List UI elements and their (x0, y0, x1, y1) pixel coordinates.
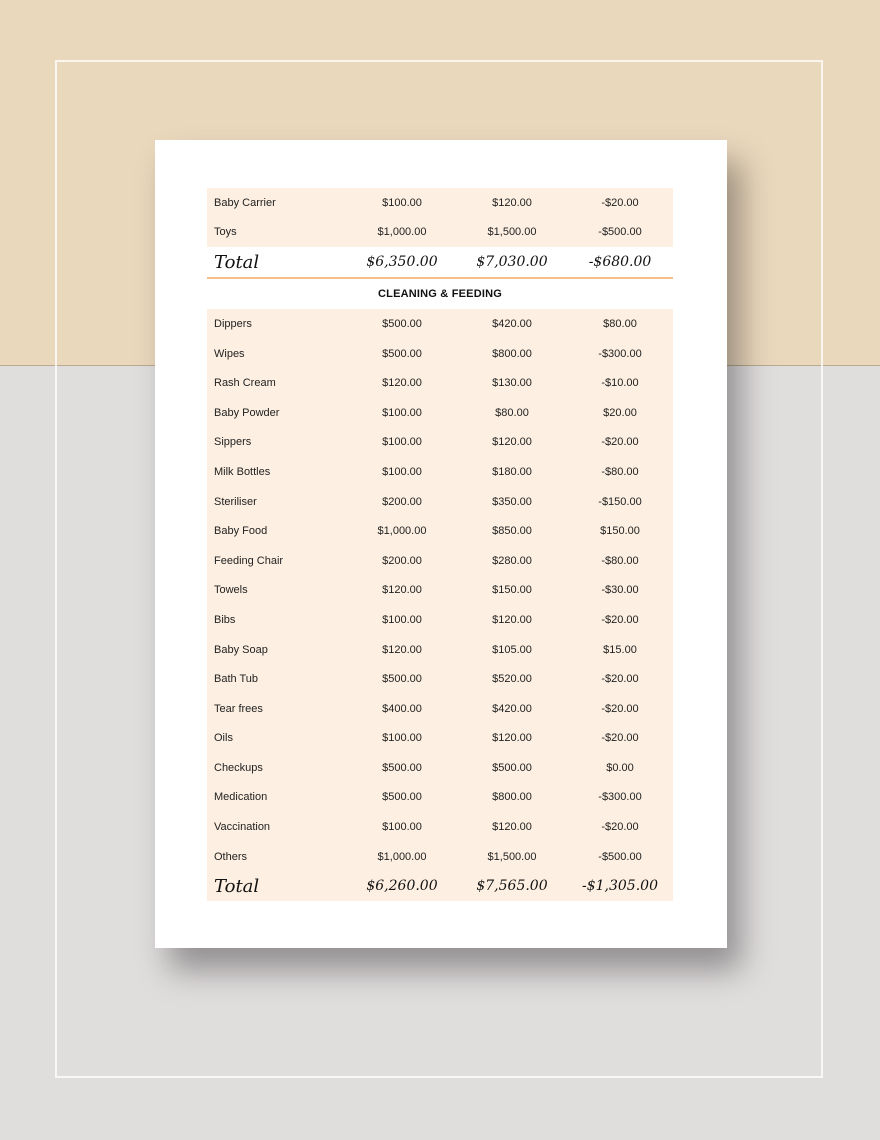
difference-value: -$20.00 (601, 702, 639, 715)
budget-value: $500.00 (382, 791, 422, 804)
item-name: Toys (214, 226, 237, 239)
actual-value: $80.00 (495, 406, 529, 419)
table-row (207, 339, 673, 369)
actual-value: $800.00 (492, 791, 532, 804)
total-row-bottom (207, 871, 673, 901)
table-row (207, 605, 673, 635)
document-page (155, 140, 727, 948)
actual-value: $800.00 (492, 347, 532, 360)
table-row (207, 576, 673, 606)
difference-value: -$20.00 (601, 732, 639, 745)
item-name: Bath Tub (214, 673, 259, 686)
actual-value: $520.00 (492, 673, 532, 686)
budget-table-top (207, 188, 673, 901)
budget-value: $1,000.00 (377, 226, 427, 239)
budget-value: $200.00 (382, 495, 422, 508)
item-name: Baby Powder (214, 406, 280, 419)
section-rows (207, 309, 673, 871)
actual-value: $120.00 (492, 613, 532, 626)
item-name: Medication (214, 791, 268, 804)
item-name: Others (214, 850, 248, 863)
table-row (207, 218, 673, 248)
table-row (207, 428, 673, 458)
actual-value: $420.00 (492, 317, 532, 330)
total-difference: -$1,305.00 (582, 878, 658, 895)
difference-value: $150.00 (600, 525, 640, 538)
item-name: Checkups (214, 761, 263, 774)
budget-value: $500.00 (382, 347, 422, 360)
table-row (207, 309, 673, 339)
item-name: Sippers (214, 436, 252, 449)
difference-value: -$80.00 (601, 465, 639, 478)
budget-value: $500.00 (382, 761, 422, 774)
top-rows (207, 188, 673, 247)
item-name: Rash Cream (214, 377, 276, 390)
item-name: Tear frees (214, 702, 263, 715)
budget-value: $200.00 (382, 554, 422, 567)
table-row (207, 457, 673, 487)
actual-value: $180.00 (492, 465, 532, 478)
budget-value: $100.00 (382, 613, 422, 626)
difference-value: -$150.00 (598, 495, 642, 508)
total-row-top (207, 247, 673, 279)
item-name: Dippers (214, 317, 252, 330)
total-actual: $7,030.00 (476, 254, 548, 271)
difference-value: -$20.00 (601, 196, 639, 209)
difference-value: -$20.00 (601, 613, 639, 626)
actual-value: $120.00 (492, 732, 532, 745)
item-name: Milk Bottles (214, 465, 271, 478)
budget-value: $120.00 (382, 643, 422, 656)
table-row (207, 516, 673, 546)
actual-value: $500.00 (492, 761, 532, 774)
table-row (207, 694, 673, 724)
difference-value: -$80.00 (601, 554, 639, 567)
table-row (207, 188, 673, 218)
total-label: Total (214, 251, 260, 273)
difference-value: -$300.00 (598, 347, 642, 360)
difference-value: $15.00 (603, 643, 637, 656)
actual-value: $1,500.00 (487, 226, 537, 239)
item-name: Oils (214, 732, 233, 745)
difference-value: -$500.00 (598, 850, 642, 863)
actual-value: $350.00 (492, 495, 532, 508)
difference-value: -$20.00 (601, 821, 639, 834)
item-name: Baby Soap (214, 643, 268, 656)
difference-value: $0.00 (606, 761, 634, 774)
budget-value: $500.00 (382, 317, 422, 330)
item-name: Wipes (214, 347, 245, 360)
budget-value: $1,000.00 (377, 525, 427, 538)
actual-value: $105.00 (492, 643, 532, 656)
table-row (207, 487, 673, 517)
item-name: Feeding Chair (214, 554, 284, 567)
actual-value: $130.00 (492, 377, 532, 390)
item-name: Baby Carrier (214, 196, 276, 209)
table-row (207, 812, 673, 842)
difference-value: $20.00 (603, 406, 637, 419)
budget-value: $100.00 (382, 732, 422, 745)
budget-value: $400.00 (382, 702, 422, 715)
total-difference: -$680.00 (588, 254, 652, 271)
budget-value: $100.00 (382, 196, 422, 209)
difference-value: -$300.00 (598, 791, 642, 804)
item-name: Baby Food (214, 525, 268, 538)
actual-value: $120.00 (492, 196, 532, 209)
difference-value: -$10.00 (601, 377, 639, 390)
actual-value: $120.00 (492, 821, 532, 834)
budget-value: $120.00 (382, 377, 422, 390)
item-name: Vaccination (214, 821, 271, 834)
table-row (207, 635, 673, 665)
difference-value: -$20.00 (601, 436, 639, 449)
item-name: Towels (214, 584, 248, 597)
difference-value: -$30.00 (601, 584, 639, 597)
section-title: CLEANING & FEEDING (378, 288, 502, 301)
total-actual: $7,565.00 (476, 878, 548, 895)
table-row (207, 546, 673, 576)
actual-value: $280.00 (492, 554, 532, 567)
actual-value: $150.00 (492, 584, 532, 597)
budget-value: $100.00 (382, 821, 422, 834)
total-label: Total (214, 875, 260, 897)
table-row (207, 368, 673, 398)
total-budget: $6,260.00 (366, 878, 438, 895)
table-row (207, 842, 673, 872)
actual-value: $850.00 (492, 525, 532, 538)
table-row (207, 398, 673, 428)
total-budget: $6,350.00 (366, 254, 438, 271)
actual-value: $120.00 (492, 436, 532, 449)
difference-value: $80.00 (603, 317, 637, 330)
actual-value: $420.00 (492, 702, 532, 715)
item-name: Bibs (214, 613, 236, 626)
budget-value: $500.00 (382, 673, 422, 686)
budget-value: $100.00 (382, 406, 422, 419)
table-row (207, 783, 673, 813)
difference-value: -$20.00 (601, 673, 639, 686)
budget-value: $120.00 (382, 584, 422, 597)
difference-value: -$500.00 (598, 226, 642, 239)
budget-value: $1,000.00 (377, 850, 427, 863)
budget-value: $100.00 (382, 436, 422, 449)
table-row (207, 753, 673, 783)
table-row (207, 664, 673, 694)
item-name: Steriliser (214, 495, 257, 508)
table-row (207, 724, 673, 754)
actual-value: $1,500.00 (487, 850, 537, 863)
budget-value: $100.00 (382, 465, 422, 478)
